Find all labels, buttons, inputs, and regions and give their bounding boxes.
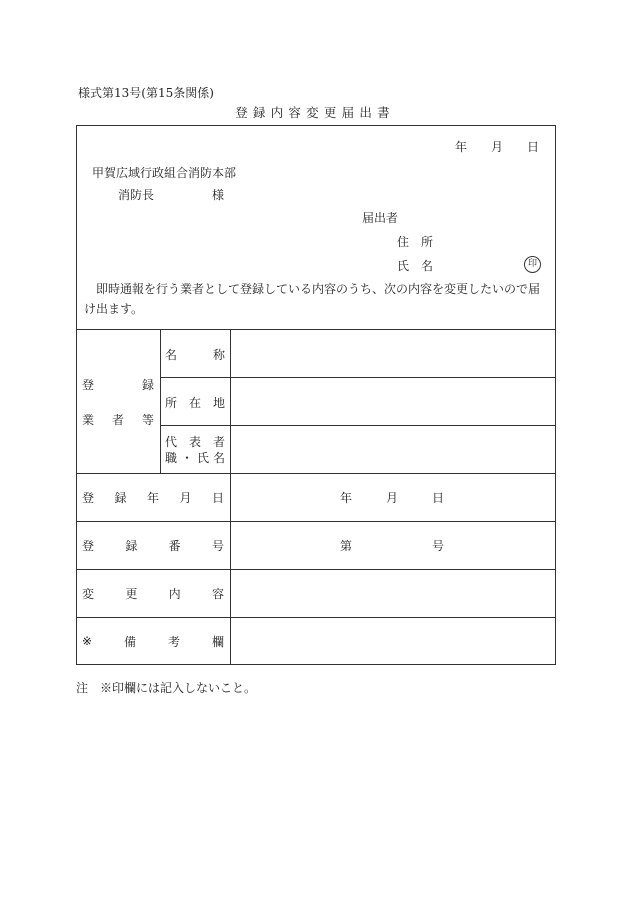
registration-number-value[interactable]	[340, 537, 444, 553]
remarks-value[interactable]	[231, 618, 556, 665]
label-char: ・	[180, 451, 193, 465]
date-year-label: 年	[455, 139, 468, 154]
label-char: 名	[165, 347, 178, 362]
label-char: 者	[212, 435, 225, 449]
registration-number-suffix: 号	[431, 538, 444, 553]
remarks-label	[82, 633, 224, 649]
addressee-honorific: 様	[212, 188, 225, 202]
label-char: 考	[167, 634, 180, 649]
date-month-label: 月	[490, 139, 503, 154]
date-day-label: 日	[526, 139, 539, 154]
registration-date-year: 年	[340, 490, 353, 505]
label-char: 氏	[196, 451, 209, 465]
label-char: 録	[141, 377, 154, 392]
addressee-title: 消防長	[118, 188, 155, 202]
label-char: 表	[188, 435, 201, 449]
label-char: 称	[212, 347, 225, 362]
label-char: 在	[188, 395, 201, 410]
address-label: 住 所	[397, 235, 434, 249]
label-char: 登	[82, 377, 95, 392]
representative-value[interactable]	[231, 426, 556, 473]
label-char: 変	[82, 586, 95, 601]
divider	[76, 521, 556, 522]
applicant-label: 届出者	[362, 211, 399, 225]
label-char: 等	[141, 412, 154, 427]
addressee-organization: 甲賀広域行政組合消防本部	[92, 166, 237, 180]
business-group-label-line1	[82, 376, 154, 392]
registration-number-prefix: 第	[340, 538, 353, 553]
document-title: 登録内容変更届出書	[235, 105, 395, 120]
divider	[76, 473, 556, 474]
registration-date-label	[82, 489, 224, 505]
label-char: 代	[165, 435, 178, 449]
divider	[160, 329, 161, 473]
label-char: 内	[168, 586, 181, 601]
label-char: 登	[82, 538, 95, 553]
label-char: 備	[124, 634, 137, 649]
label-char: 日	[211, 490, 224, 505]
label-char: 月	[179, 490, 192, 505]
label-char: 録	[125, 538, 138, 553]
change-content-value[interactable]	[231, 570, 556, 617]
name-label: 氏 名	[397, 259, 434, 273]
business-group-label-line2	[82, 411, 154, 427]
label-char: 番	[168, 538, 181, 553]
registration-date-value[interactable]	[340, 489, 444, 505]
label-char: ※	[82, 634, 93, 648]
business-location-value[interactable]	[231, 378, 556, 425]
label-char: 号	[211, 538, 224, 553]
label-char: 職	[165, 451, 178, 465]
label-char: 欄	[211, 634, 224, 649]
footer-note: 注 ※印欄には記入しないこと。	[76, 681, 257, 695]
label-char: 地	[212, 395, 225, 410]
seal-mark: 印	[524, 256, 541, 273]
registration-date-day: 日	[431, 490, 444, 505]
location-row-label	[165, 394, 225, 410]
label-char: 名	[212, 451, 225, 465]
label-char: 者	[111, 412, 124, 427]
label-char: 更	[125, 586, 138, 601]
form-number: 様式第13号(第15条関係)	[78, 86, 214, 100]
change-content-label	[82, 585, 224, 601]
label-char: 録	[114, 490, 127, 505]
notice-text: 即時通報を行う業者として登録している内容のうち、次の内容を変更したいので届け出ます。	[84, 282, 541, 316]
business-name-value[interactable]	[231, 330, 556, 377]
label-char: 容	[211, 586, 224, 601]
representative-label-line1	[165, 434, 225, 449]
registration-number-label	[82, 537, 224, 553]
name-row-label	[165, 346, 225, 362]
representative-label-line2	[165, 450, 225, 465]
label-char: 年	[146, 490, 159, 505]
registration-date-month: 月	[385, 490, 398, 505]
label-char: 所	[165, 395, 178, 410]
label-char: 業	[82, 412, 95, 427]
label-char: 登	[82, 490, 95, 505]
submission-date	[455, 138, 539, 154]
